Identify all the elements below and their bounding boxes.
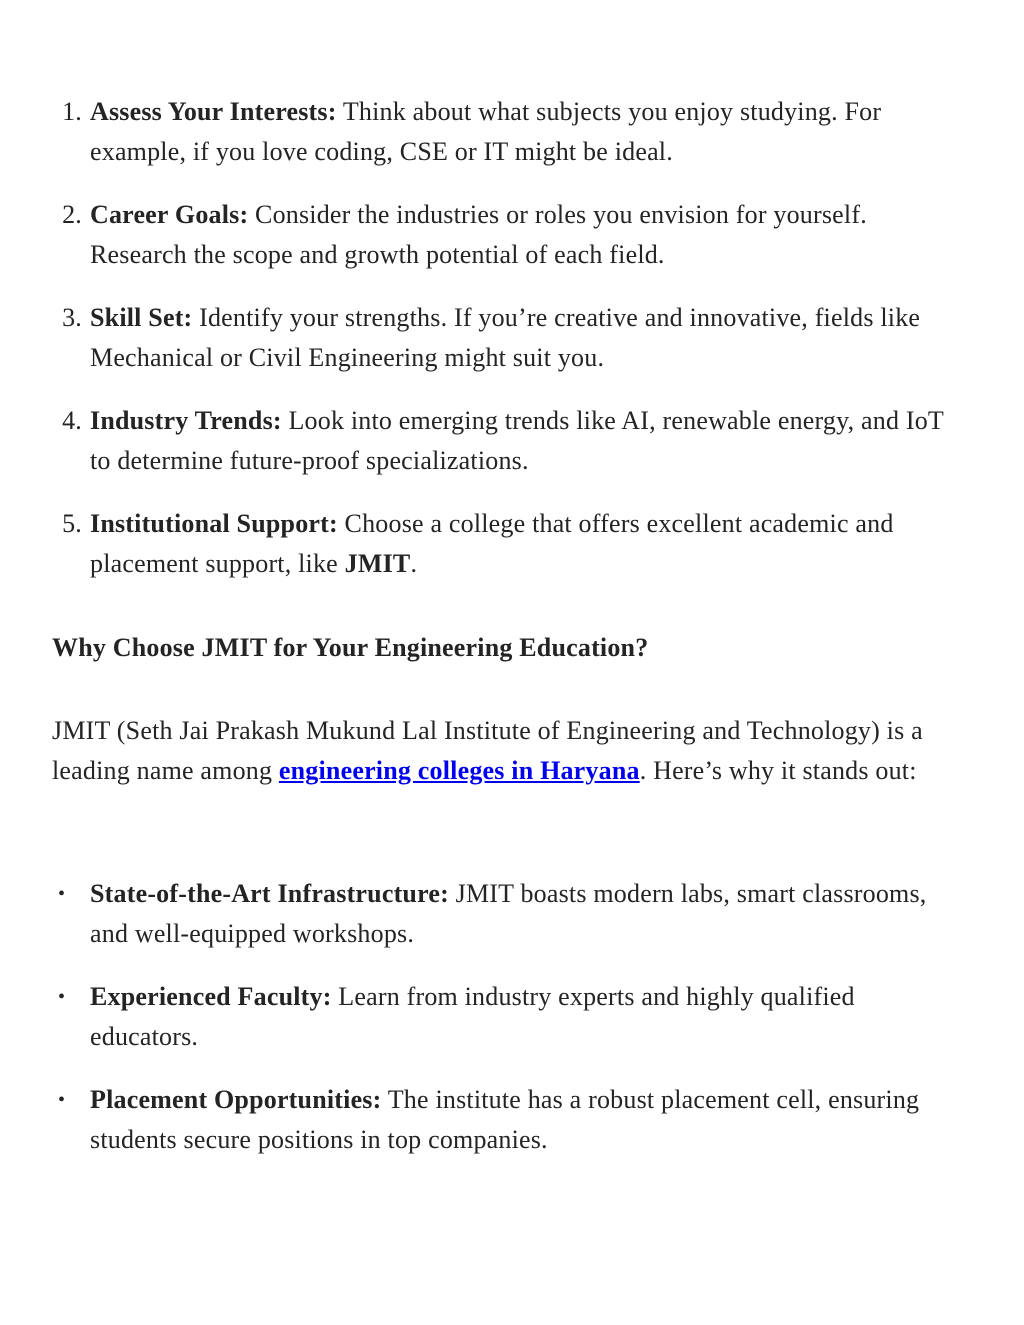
item-text: JMIT boasts modern labs, smart classrooms, and well-equipped workshops. — [90, 879, 927, 948]
item-title: Placement Opportunities: — [90, 1085, 382, 1114]
list-item — [62, 298, 960, 378]
bullet-item — [58, 1080, 960, 1160]
item-text: Identify your strengths. If you’re creative and innovative, fields like Mechanical or Civil Engineering might suit you. — [90, 303, 921, 372]
bullet-item — [58, 874, 960, 954]
bullet-icon: • — [58, 1089, 66, 1111]
intro-text: JMIT (Seth Jai Prakash Mukund Lal Institute of Engineering and Technology) is a leading name among — [52, 716, 923, 785]
list-item — [62, 92, 960, 172]
list-number: 2. — [62, 200, 82, 229]
list-number: 3. — [62, 303, 82, 332]
item-title: Industry Trends: — [90, 406, 282, 435]
item-text: The institute has a robust placement cell, ensuring students secure positions in top companies. — [90, 1085, 920, 1154]
jmit-bold: JMIT — [344, 549, 411, 578]
item-title: Assess Your Interests: — [90, 97, 337, 126]
item-title: Institutional Support: — [90, 509, 338, 538]
item-text: Look into emerging trends like AI, renewable energy, and IoT to determine future-proof specializations. — [90, 406, 944, 475]
item-title: Career Goals: — [90, 200, 249, 229]
list-number: 4. — [62, 406, 82, 435]
list-item — [62, 195, 960, 275]
list-item — [62, 401, 960, 481]
item-title: Experienced Faculty: — [90, 982, 332, 1011]
bullet-icon: • — [58, 986, 66, 1008]
bullet-icon: • — [58, 883, 66, 905]
engineering-colleges-link[interactable]: engineering colleges in Haryana — [278, 756, 640, 785]
item-text: Choose a college that offers excellent academic and placement support, like — [90, 509, 894, 578]
item-text: Learn from industry experts and highly qualified educators. — [90, 982, 855, 1051]
item-text: Consider the industries or roles you envision for yourself. Research the scope and growth potential of each field. — [90, 200, 867, 269]
item-title: Skill Set: — [90, 303, 193, 332]
intro-text-end: . Here’s why it stands out: — [639, 756, 917, 785]
list-number: 5. — [62, 509, 82, 538]
list-item — [62, 504, 960, 584]
period: . — [410, 549, 418, 578]
item-title: State-of-the-Art Infrastructure: — [90, 879, 449, 908]
intro-paragraph — [52, 711, 972, 791]
item-text: Think about what subjects you enjoy studying. For example, if you love coding, CSE or IT might be ideal. — [90, 97, 882, 166]
list-number: 1. — [62, 97, 82, 126]
bullet-item — [58, 977, 960, 1057]
section-heading: Why Choose JMIT for Your Engineering Education? — [52, 633, 649, 662]
